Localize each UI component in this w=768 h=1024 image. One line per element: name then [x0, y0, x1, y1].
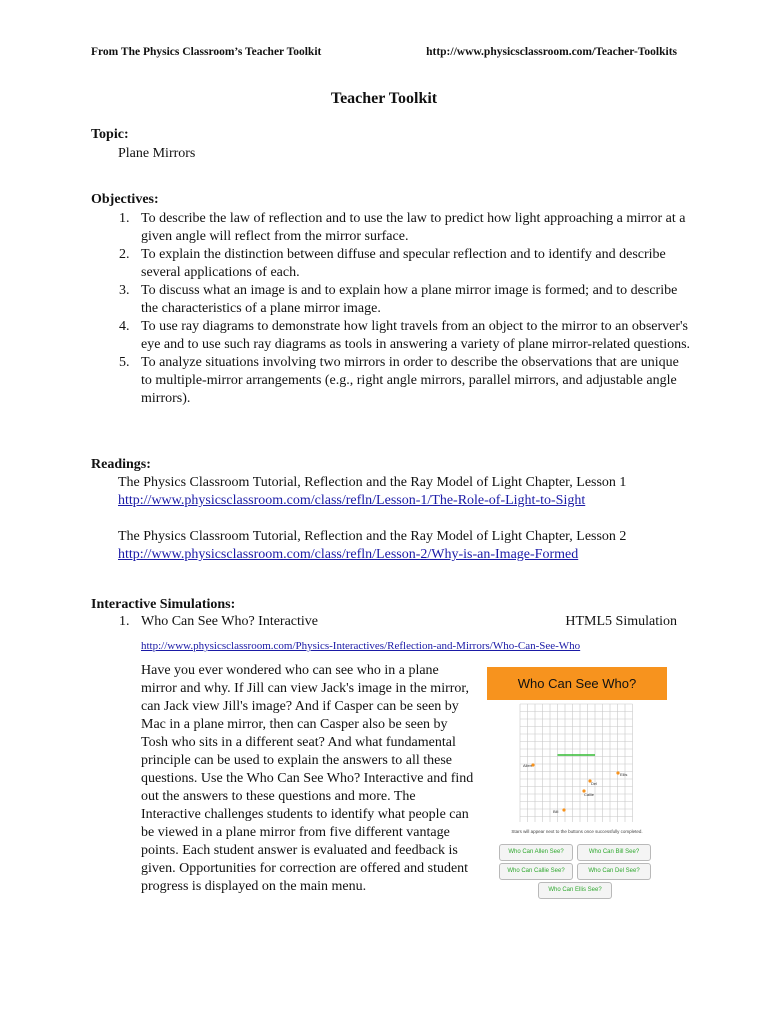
simulation-name: Who Can See Who? Interactive	[141, 614, 319, 629]
who-can-del-see-button[interactable]: Who Can Del See?	[577, 863, 651, 880]
objective-item: 3. To discuss what an image is and to explain how a plane mirror image is formed; and to describe the characteristics of a plane mirror image.	[119, 283, 678, 316]
objective-item: 2. To explain the distinction between diffuse and specular reflection and to identify and describe several applications of each.	[119, 247, 666, 280]
objective-item: 5. To analyze situations involving two mirrors in order to describe the observations that are unique to multiple-mirror arrangements (e.g., right angle mirrors, parallel mirrors, and adjustable angle mirrors).	[119, 355, 679, 406]
objective-text: To discuss what an image is and to explain how a plane mirror image is formed; and to describe the characteristics of a plane mirror image.	[141, 283, 678, 316]
objective-text: To analyze situations involving two mirrors in order to describe the observations that are unique to multiple-mirror arrangements (e.g., right angle mirrors, parallel mirrors, and adjustable angle mirrors).	[141, 355, 679, 406]
label-ellis: Ellis	[620, 772, 628, 777]
thumbnail-note: Stars will appear next to the buttons once successfully completed.	[511, 829, 643, 834]
topic-heading: Topic:	[91, 127, 129, 142]
reading-2-link[interactable]: http://www.physicsclassroom.com/class/refln/Lesson-2/Why-is-an-Image-Formed	[118, 547, 579, 562]
reading-2-text: The Physics Classroom Tutorial, Reflection and the Ray Model of Light Chapter, Lesson 2	[118, 529, 627, 544]
page-title: Teacher Toolkit	[330, 90, 438, 107]
simulation-link[interactable]: http://www.physicsclassroom.com/Physics-Interactives/Reflection-and-Mirrors/Who-Can-See-Who	[141, 640, 581, 652]
simulation-thumbnail[interactable]	[487, 667, 667, 903]
objective-text: To use ray diagrams to demonstrate how light travels from an object to the mirror to an observer's eye and to use such ray diagrams as tools in answering a variety of plane mirror-related questions.	[141, 319, 691, 352]
reading-1-link[interactable]: http://www.physicsclassroom.com/class/refln/Lesson-1/The-Role-of-Light-to-Sight	[118, 493, 586, 508]
objectives-list	[91, 210, 691, 408]
reading-1-text: The Physics Classroom Tutorial, Reflection and the Ray Model of Light Chapter, Lesson 1	[118, 475, 627, 490]
thumbnail-banner: Who Can See Who?	[487, 667, 667, 700]
label-callie: Callie	[584, 792, 595, 797]
label-allen: Allen	[523, 763, 532, 768]
label-del: Del	[591, 781, 598, 786]
topic-value: Plane Mirrors	[118, 146, 196, 161]
who-can-bill-see-button[interactable]: Who Can Bill See?	[577, 844, 651, 861]
who-can-callie-see-button[interactable]: Who Can Callie See?	[499, 863, 573, 880]
simulation-description: Have you ever wondered who can see who in a plane mirror and why. If Jill can view Jack's image in the mirror, can Jack view Jill's image? And if Casper can be seen by Mac in a plane mirror, then can Casper also be seen by Tosh who sits in a different seat? And what fundamental principle can be used to explain the answers to all these questions. Use the Who Can See Who? Interactive and find out the answers to these questions and more. The Interactive challenges students to identify what people can be viewed in a plane mirror from five different vantage points. Each student answer is evaluated and feedback is given. Opportunities for correction are offered and student progress is displayed on the main menu.	[141, 663, 474, 894]
objective-item: 1. To describe the law of reflection and to use the law to predict how light approaching a mirror at a given angle will reflect from the mirror surface.	[119, 211, 686, 244]
header-right-url: http://www.physicsclassroom.com/Teacher-Toolkits	[426, 46, 677, 58]
simulation-type: HTML5 Simulation	[565, 614, 677, 629]
label-bill: Bill	[553, 809, 559, 814]
header-left-text: From The Physics Classroom’s Teacher Toolkit	[91, 46, 322, 58]
who-can-allen-see-button[interactable]: Who Can Allen See?	[499, 844, 573, 861]
person-marker	[562, 808, 565, 811]
readings-heading: Readings:	[91, 457, 151, 472]
objective-item: 4. To use ray diagrams to demonstrate how light travels from an object to the mirror to an observer's eye and to use such ray diagrams as tools in answering a variety of plane mirror-related questions.	[119, 319, 691, 352]
objective-text: To describe the law of reflection and to use the law to predict how light approaching a mirror at a given angle will reflect from the mirror surface.	[141, 211, 686, 244]
objective-text: To explain the distinction between diffuse and specular reflection and to identify and describe several applications of each.	[141, 247, 666, 280]
who-can-ellis-see-button[interactable]: Who Can Ellis See?	[538, 882, 612, 899]
objectives-heading: Objectives:	[91, 192, 159, 207]
simulations-heading: Interactive Simulations:	[91, 597, 236, 612]
thumbnail-grid	[487, 700, 667, 828]
